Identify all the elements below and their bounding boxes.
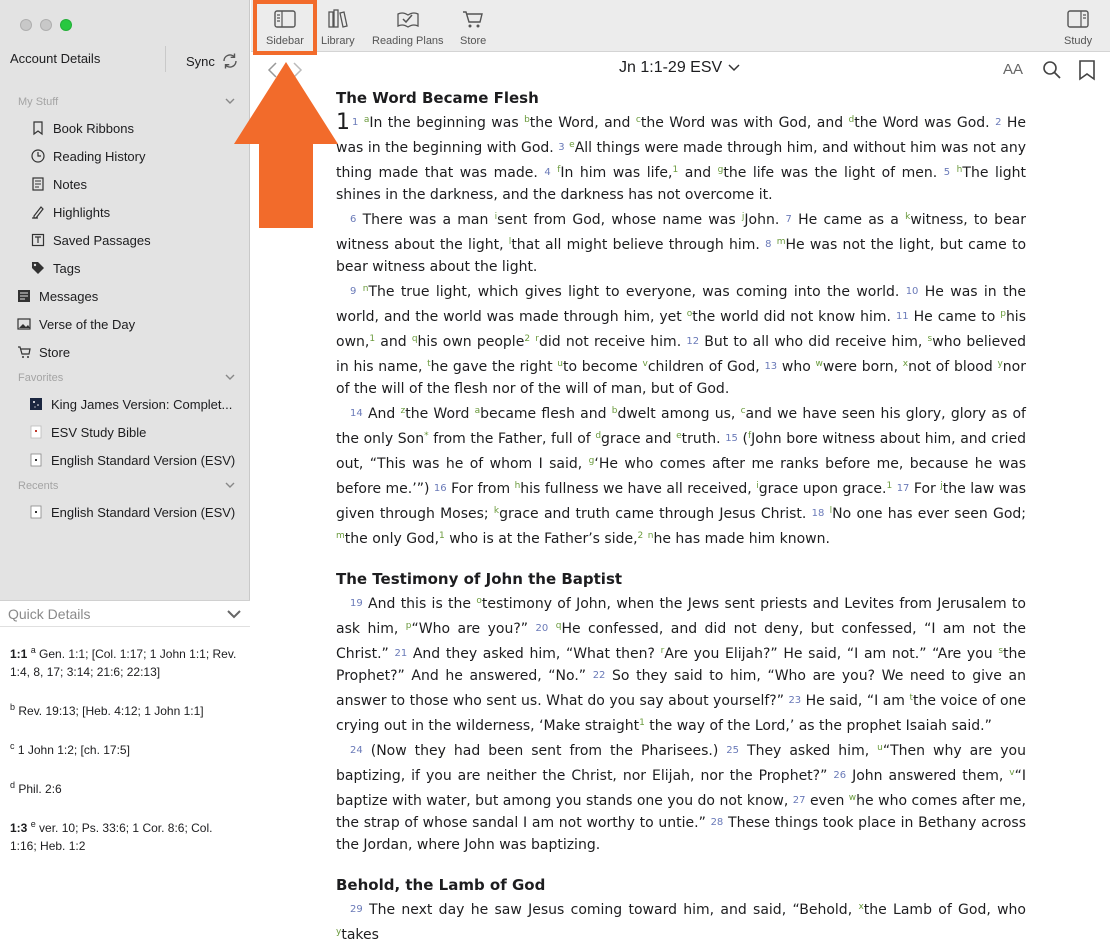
note-icon: [30, 177, 45, 192]
image-icon: [16, 317, 31, 332]
sidebar-item-label: Store: [39, 344, 71, 360]
section-heading: The Testimony of John the Baptist: [336, 570, 623, 588]
sidebar-item-book-ribbons[interactable]: [30, 117, 134, 139]
scripture-paragraph: 19 And this is the $^o$testimony of John, when the Jews sent priests and Levites from Jerusalem to ask him, $^p$“Who are you?” 20 $^q$He confessed, and did not deny, but confessed, “I am not the Christ.” 21 And they asked him, “What then? $^r$Are you Elijah?” He said, “I am not.” “Are you $^s$the Prophet?” And he answered, “No.” 22 So they said to him, “Who are you? We need to give an answer to those who sent us. What do you say about yourself?” 23 He said, “I am $^t$the voice of one crying out in the wilderness, ‘Make straight$^1$ the way of the Lord,’ as the prophet Isaiah said.”: [336, 596, 1026, 734]
clock-icon: [30, 149, 45, 164]
toolbar-label: Store: [460, 35, 487, 47]
scripture-paragraph: 24 (Now they had been sent from the Pharisees.) 25 They asked him, $^u$“Then why are you baptizing, if you are neither the Christ, nor Elijah, nor the Prophet?” 26 John answered them, $^v$“I baptize with water, but among you stands one you do not know, 27 even $^w$he who comes after me, the strap of whose sandal I am not worthy to untie.” 28 These things took place in Bethany across the Jordan, where John was baptizing.: [336, 743, 1027, 853]
sidebar-item-label: Messages: [39, 288, 99, 304]
toolbar-label: Reading Plans: [372, 35, 444, 47]
sidebar-item-label: Reading History: [53, 148, 146, 164]
sidebar-item-highlights[interactable]: [30, 201, 110, 223]
section-heading: The Word Became Flesh: [336, 89, 539, 107]
toolbar-label: Library: [321, 35, 355, 47]
library-icon: [326, 8, 350, 30]
sidebar-item-label: Saved Passages: [53, 232, 151, 248]
quick-details-panel: [0, 600, 250, 851]
study-button[interactable]: [1064, 8, 1092, 47]
book-cover-icon: [28, 453, 43, 468]
reader-navbar: [251, 53, 1110, 87]
sidebar-item-verse-of-the-day[interactable]: [16, 313, 135, 335]
maximize-window-button[interactable]: [60, 19, 72, 31]
account-details-link[interactable]: Account Details: [10, 51, 101, 66]
passage-reference: Jn 1:1-29 ESV: [619, 59, 723, 76]
section-label: Favorites: [18, 372, 64, 384]
scripture-text: [336, 87, 1026, 946]
scripture-paragraph: 29 The next day he saw Jesus coming toward him, and said, “Behold, $^x$the Lamb of God, who $^y$takes: [336, 902, 1026, 943]
reading-plans-button[interactable]: [372, 8, 444, 47]
sidebar-item-saved-passages[interactable]: [30, 229, 151, 251]
sidebar-item-esv-study-bible[interactable]: [28, 421, 146, 443]
sidebar: [0, 0, 250, 851]
divider: [165, 46, 166, 72]
cart-icon: [16, 345, 31, 360]
scripture-paragraph: 1 1 $^a$In the beginning was $^b$the Word, and $^c$the Word was with God, and $^d$the Word was God. 2 He was in the beginning with God. 3 $^e$All things were made through him, and without him was not any thing made that was made. 4 $^f$In him was life,$^1$ and $^g$the life was the light of men. 5 $^h$The light shines in the darkness, and the darkness has not overcome it.: [336, 110, 1027, 203]
reading-plans-icon: [396, 8, 420, 30]
scripture-paragraph: 9 $^n$The true light, which gives light to everyone, was coming into the world. 10 He was in the world, and the world was made through him, yet $^o$the world did not know him. 11 He came to $^p$his own,$^1$ and $^q$his own people$^2$ $^r$did not receive him. 12 But to all who did receive him, $^s$who believed in his name, $^t$he gave the right $^u$to become $^v$children of God, 13 who $^w$were born, $^x$not of blood $^y$nor of the will of the flesh nor of the will of man, but of God.: [336, 284, 1027, 397]
sidebar-item-label: Notes: [53, 176, 87, 192]
sidebar-item-kjv[interactable]: [28, 393, 232, 415]
toolbar-label: Study: [1064, 35, 1093, 47]
crossref-entry[interactable]: $^d$ Phil. 2:6: [10, 780, 62, 796]
up-arrow-icon: [230, 56, 342, 228]
section-my-stuff[interactable]: [18, 96, 235, 108]
sync-label: Sync: [186, 53, 215, 69]
sidebar-item-tags[interactable]: [30, 257, 80, 279]
chevron-down-icon: [225, 372, 235, 382]
window-controls: [20, 19, 72, 31]
minimize-window-button[interactable]: [40, 19, 52, 31]
section-label: Recents: [18, 480, 59, 492]
chevron-down-icon: [728, 64, 740, 72]
highlighter-icon: [30, 205, 45, 220]
tag-icon: [30, 261, 45, 276]
section-heading: Behold, the Lamb of God: [336, 876, 546, 894]
crossref-entry[interactable]: $^b$ Rev. 19:13; [Heb. 4:12; 1 John 1:1]: [10, 702, 204, 718]
sidebar-item-label: ESV Study Bible: [51, 424, 147, 440]
sidebar-item-store[interactable]: [16, 341, 70, 363]
quick-details-title: Quick Details: [8, 605, 91, 622]
crossref-entry[interactable]: $^c$ 1 John 1:2; [ch. 17:5]: [10, 741, 130, 757]
toolbar: [251, 0, 1110, 52]
sidebar-item-label: Book Ribbons: [53, 120, 134, 136]
chevron-down-icon: [225, 480, 235, 490]
sidebar-item-label: Verse of the Day: [39, 316, 136, 332]
crossref-entry[interactable]: 1:1 $^a$ Gen. 1:1; [Col. 1:17; 1 John 1:1; Rev. 1:4, 8, 17; 3:14; 21:6; 22:13]: [10, 645, 237, 679]
passage-reference-selector[interactable]: [619, 59, 740, 77]
study-panel-icon: [1066, 8, 1090, 30]
sidebar-item-reading-history[interactable]: [30, 145, 146, 167]
sidebar-item-label: English Standard Version (ESV): [51, 452, 236, 468]
book-cover-icon: [28, 397, 43, 412]
sidebar-item-notes[interactable]: [30, 173, 87, 195]
sidebar-item-esv[interactable]: [28, 449, 235, 471]
bookmark-icon[interactable]: [1077, 59, 1097, 81]
quick-details-list: [0, 627, 250, 855]
quick-details-header[interactable]: [0, 601, 250, 627]
section-favorites[interactable]: [18, 372, 235, 384]
sidebar-item-label: Highlights: [53, 204, 111, 220]
book-cover-icon: [28, 505, 43, 520]
scripture-paragraph: 14 And $^z$the Word $^a$became flesh and $^b$dwelt among us, $^c$and we have seen his glory, glory as of the only Son* from the Father, full of $^d$grace and $^e$truth. 15 ($^f$John bore witness about him, and cried out, “This was he of whom I said, $^g$‘He who comes after me ranks before me, because he was before me.’”) 16 For from $^h$his fullness we have all received, $^i$grace upon grace.$^1$ 17 For $^j$the law was given through Moses; $^k$grace and truth came through Jesus Christ. 18 $^l$No one has ever seen God; $^m$the only God,$^1$ who is at the Father’s side,$^2$ $^n$he has made him known.: [336, 406, 1026, 547]
section-label: My Stuff: [18, 96, 59, 108]
scripture-paragraph: 6 There was a man $^i$sent from God, whose name was $^j$John. 7 He came as a $^k$witness, to bear witness about the light, $^l$that all might believe through him. 8 $^m$He was not the light, but came to bear witness about the light.: [336, 212, 1027, 275]
cart-icon: [461, 8, 485, 30]
search-icon[interactable]: [1042, 60, 1062, 80]
sidebar-item-recent-esv[interactable]: [28, 501, 235, 523]
messages-icon: [16, 289, 31, 304]
bookmark-icon: [30, 121, 45, 136]
saved-passage-icon: [30, 233, 45, 248]
library-button[interactable]: [321, 8, 355, 47]
sidebar-item-label: King James Version: Complet...: [51, 396, 233, 412]
close-window-button[interactable]: [20, 19, 32, 31]
chevron-down-icon: [226, 606, 242, 622]
toolbar-label: Sidebar: [266, 35, 304, 47]
section-recents[interactable]: [18, 480, 235, 492]
font-size-button[interactable]: AA: [1003, 61, 1024, 78]
store-button[interactable]: [460, 8, 486, 47]
highlight-box: [253, 0, 317, 55]
sidebar-item-label: Tags: [53, 260, 81, 276]
book-cover-icon: [28, 425, 43, 440]
sidebar-item-messages[interactable]: [16, 285, 98, 307]
crossref-entry[interactable]: 1:3 $^e$ ver. 10; Ps. 33:6; 1 Cor. 8:6; Col. 1:16; Heb. 1:2: [10, 819, 213, 853]
sidebar-item-label: English Standard Version (ESV): [51, 504, 236, 520]
